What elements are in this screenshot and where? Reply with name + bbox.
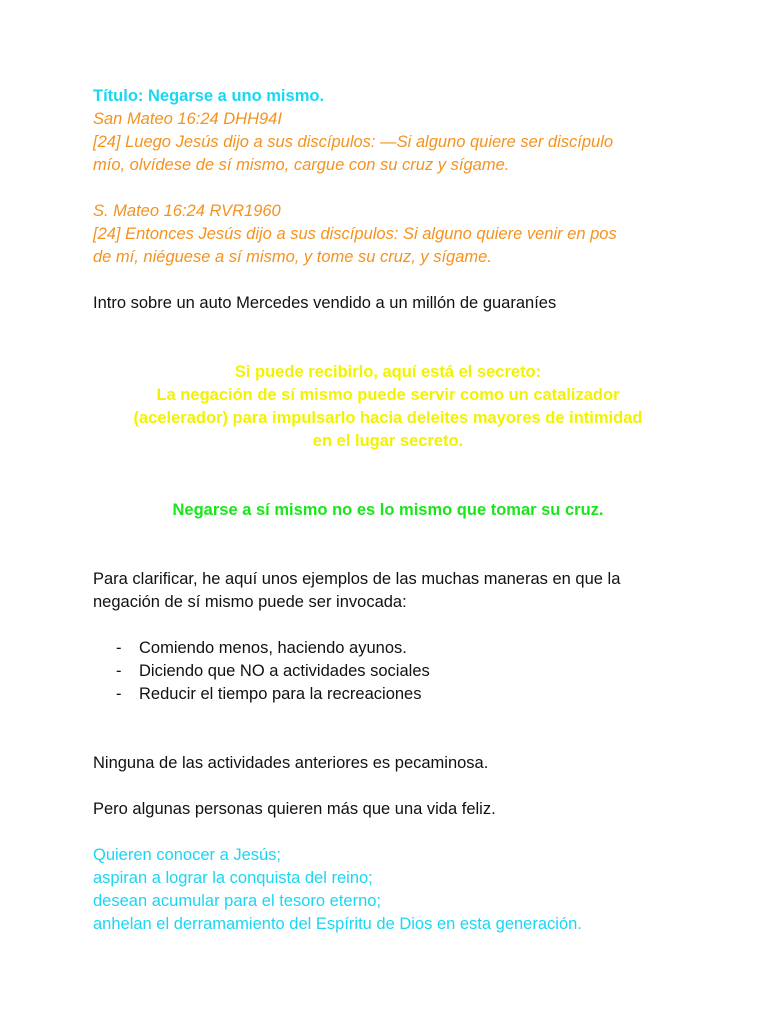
verse-rvr (93, 200, 683, 269)
list-marker: - (116, 662, 122, 680)
intro-paragraph: Intro sobre un auto Mercedes vendido a un millón de guaraníes (93, 294, 557, 312)
verse-reference: S. Mateo 16:24 RVR1960 (93, 202, 281, 220)
closing-line: Quieren conocer a Jesús; (93, 846, 282, 864)
list-item (93, 637, 683, 660)
list-marker: - (116, 685, 122, 703)
key-statement: Negarse a sí mismo no es lo mismo que tomar su cruz. (172, 501, 604, 519)
secret-block (93, 361, 683, 453)
document-page (93, 85, 683, 936)
some-people-paragraph: Pero algunas personas quieren más que una vida feliz. (93, 800, 496, 818)
clarify-line: Para clarificar, he aquí unos ejemplos de las muchas maneras en que la (93, 570, 621, 588)
list-item-text: Comiendo menos, haciendo ayunos. (139, 639, 407, 657)
list-item (93, 660, 683, 683)
secret-line: (acelerador) para impulsarlo hacia deleites mayores de intimidad (133, 409, 643, 427)
secret-line: Si puede recibirlo, aquí está el secreto: (234, 363, 542, 381)
closing-block (93, 844, 683, 936)
list-item (93, 683, 683, 706)
verse-text-line: [24] Entonces Jesús dijo a sus discípulos: Si alguno quiere venir en pos (93, 225, 617, 243)
list-marker: - (116, 639, 122, 657)
verse-dhh (93, 108, 683, 177)
verse-text-line: de mí, niéguese a sí mismo, y tome su cruz, y sígame. (93, 248, 492, 266)
clarify-line: negación de sí mismo puede ser invocada: (93, 593, 407, 611)
secret-line: en el lugar secreto. (312, 432, 464, 450)
clarify-paragraph (93, 568, 683, 614)
closing-line: desean acumular para el tesoro eterno; (93, 892, 382, 910)
secret-line: La negación de sí mismo puede servir como un catalizador (156, 386, 620, 404)
closing-line: aspiran a lograr la conquista del reino; (93, 869, 373, 887)
list-item-text: Reducir el tiempo para la recreaciones (139, 685, 422, 703)
none-sinful-paragraph: Ninguna de las actividades anteriores es pecaminosa. (93, 754, 489, 772)
list-item-text: Diciendo que NO a actividades sociales (139, 662, 430, 680)
verse-text-line: mío, olvídese de sí mismo, cargue con su cruz y sígame. (93, 156, 510, 174)
closing-line: anhelan el derramamiento del Espíritu de Dios en esta generación. (93, 915, 582, 933)
document-title: Título: Negarse a uno mismo. (93, 87, 325, 105)
verse-reference: San Mateo 16:24 DHH94I (93, 110, 282, 128)
verse-text-line: [24] Luego Jesús dijo a sus discípulos: —Si alguno quiere ser discípulo (93, 133, 614, 151)
examples-list (93, 637, 683, 706)
